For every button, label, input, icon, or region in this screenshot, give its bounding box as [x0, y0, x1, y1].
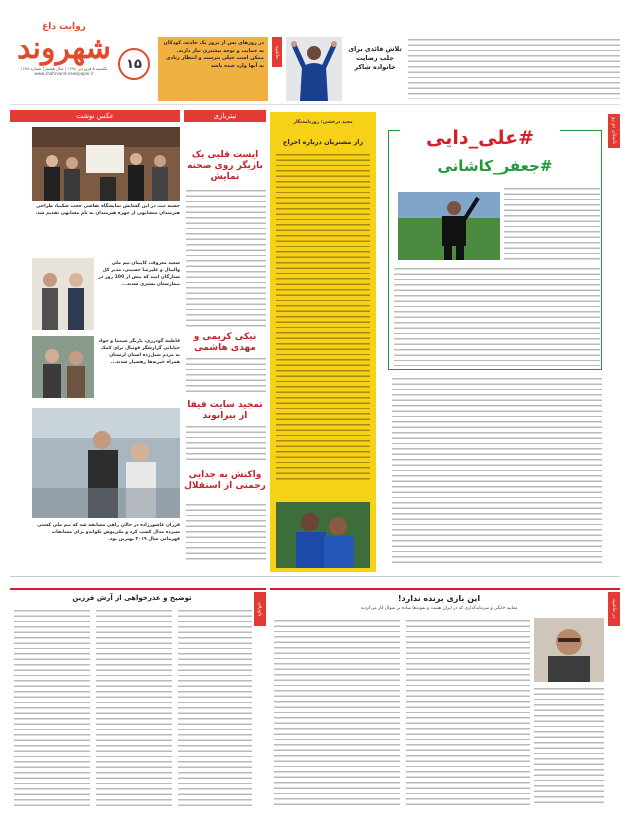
photo-3-caption: فاطمه گودرزی، بازیگر سینما و جواد خیابانی گزارشگر فوتبال برای کمک به مردم سیل‌زده استان لرستان همراه خیریه‌ها رهسپار شدند...	[98, 339, 180, 365]
photo-2-caption: سعید معروف، کاپیتان تیم ملی والیبال و علیرضا حسینی، مدیر کل ستارگان امید که بیش از 100 روز در بیمارستان بستری شدند...	[98, 261, 180, 287]
top-story-title: تلاش قائدی برای جلب رضایت خانواده شاکر	[348, 45, 402, 71]
telegram-headline-1: ایست قلبی یک بازیگر روی صحنه نمایش	[187, 150, 263, 182]
top-story-text	[408, 37, 620, 99]
yellow-photo	[276, 502, 370, 568]
telegram-headline-2: نیکی کریمی و مهدی هاشمی	[193, 332, 257, 353]
photo-column-tag: عکس نوشت	[10, 110, 180, 122]
section-divider	[10, 576, 620, 577]
bottom-right-text-2	[406, 618, 530, 806]
bottom-left-text-3	[178, 608, 252, 808]
date-line: یکشنبه ۵ فروردین ۱۳۹۸ | سال هشتم | شماره ۱۶۷۸	[20, 66, 108, 71]
feature-block	[380, 110, 620, 570]
bottom-right-title: این بازی برنده ندارد!	[397, 594, 481, 603]
bottom-left-tag: پاورقی	[254, 592, 266, 626]
teaser-text: در روزهای پس از بروز یک حادثه، کودکان به حمایت و توجه بیشتری نیاز دارند. ممکن است خیلی بترسند و انتظار زیادی به آنها وارد شده باشد	[163, 40, 264, 69]
hashtag-2: #جعفر_کاشانی	[437, 157, 553, 175]
yellow-title: راز مشتریان درباره اخراج	[282, 138, 364, 146]
telegram-column	[184, 110, 266, 565]
telegram-text-1	[186, 188, 266, 328]
side-tag: حاشیه	[272, 37, 282, 67]
bottom-left-block	[10, 588, 266, 810]
bottom-right-text-1	[274, 618, 400, 806]
photo-1	[32, 127, 180, 201]
bottom-right-photo	[534, 618, 604, 682]
player-figure	[286, 37, 342, 101]
hashtag-1: #علی_دایی	[400, 126, 560, 150]
masthead	[0, 0, 630, 108]
bottom-right-rule	[270, 588, 620, 590]
bottom-right-tag: در حاشیه	[608, 592, 620, 626]
yellow-kicker: مجید درخشی؛ روزنامه‌نگار	[293, 120, 353, 125]
teaser-box	[158, 37, 268, 101]
telegram-tag: تیتربازی	[184, 110, 266, 122]
feature-text-1	[394, 266, 600, 366]
telegram-headline-3: تمجید سایت فیفا از بیرانوند	[187, 400, 263, 421]
brand-logo: شهروند	[16, 31, 112, 66]
bottom-left-text-2	[96, 608, 172, 808]
bottom-left-title: توضیح و عذرخواهی از آرش فرزین	[72, 594, 192, 602]
page-number-value: ۱۵	[126, 56, 142, 72]
feature-text-2	[392, 376, 602, 566]
photo-2	[32, 258, 94, 330]
feature-intro-text	[504, 186, 600, 260]
telegram-text-4	[186, 502, 266, 562]
page-number	[118, 48, 150, 80]
telegram-text-3	[186, 424, 266, 464]
bottom-left-text-1	[14, 608, 90, 808]
feature-tag: داستان دو رو	[608, 114, 620, 148]
telegram-headline-4: واکنش به جدایی رحمتی از استقلال	[184, 470, 266, 491]
bottom-left-rule	[10, 588, 266, 590]
photo-4	[32, 408, 180, 518]
photo-4-caption: فرزان عاشورزاده در حالی راهی مسابقه شد که تیم ملی کشتی سیزده مدال کسب کرد و ملی‌پوش تکواندو برای مسابقات قهرمانی سال ۲۰۱۹ بهترین بود.	[37, 523, 180, 542]
bottom-right-text-3	[534, 686, 604, 806]
top-story-photo	[286, 37, 342, 101]
yellow-text	[276, 152, 370, 482]
photo-1-caption: جشنه ثبت در این گشایش نمایشگاه نقاشی حجت شکیبا، طراحی هنرمندان متشابهی از چهره هنرمندان به نام مشابهی تقدیم شد.	[35, 204, 180, 216]
yellow-column	[270, 112, 376, 572]
photo-3	[32, 336, 94, 398]
brand-top: روایت داغ	[42, 22, 86, 32]
telegram-text-2	[186, 356, 266, 396]
bottom-right-block	[270, 588, 620, 810]
masthead-rule	[10, 104, 620, 105]
bottom-right-sub: معاینه خانگی و سرمایه‌گذاری که در ایران هست و نمونه‌ها ساده بر منوال کار می‌کردند	[360, 606, 518, 611]
brand-block	[14, 22, 114, 92]
photo-column	[10, 110, 180, 565]
feature-photo	[398, 192, 500, 260]
site-url: www.shahrvand-newspaper.ir	[34, 71, 94, 76]
